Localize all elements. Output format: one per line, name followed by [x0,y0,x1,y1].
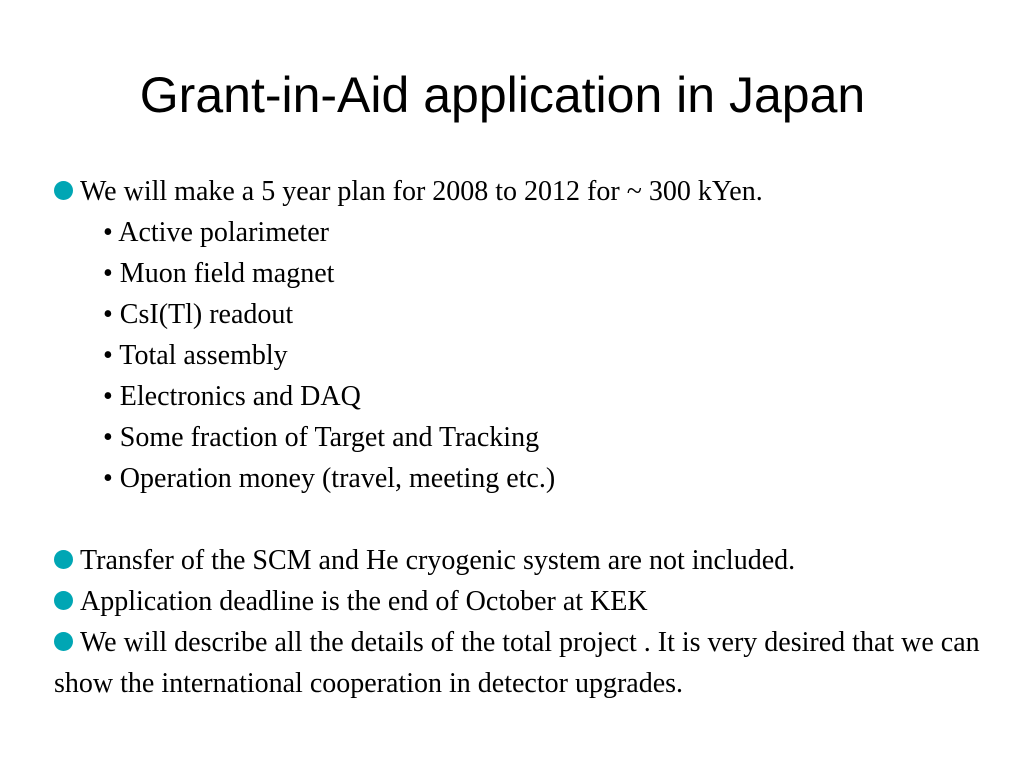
sub-item: • Electronics and DAQ [103,381,361,412]
sub-item: • CsI(Tl) readout [103,299,294,330]
sub-item: • Some fraction of Target and Tracking [103,422,540,453]
slide-body [54,171,984,704]
bullet-point-text: We will describe all the details of the total project . It is very desired that we can show the international cooperation in detector upgrades. [54,627,980,699]
bullet-point [54,581,984,622]
bullet-point [54,540,984,581]
bullet-intro [54,171,984,212]
bullet-point [54,622,984,704]
sub-item: • Total assembly [103,340,288,371]
bullet-dot-icon [54,632,73,651]
bullet-point-text: Application deadline is the end of October at KEK [80,586,648,617]
bullet-dot-icon [54,591,73,610]
sub-item: • Muon field magnet [103,258,335,289]
bullet-intro-text: We will make a 5 year plan for 2008 to 2012 for ~ 300 kYen. [80,176,763,207]
sub-item: • Operation money (travel, meeting etc.) [103,463,556,494]
slide-title: Grant-in-Aid application in Japan [139,67,866,123]
bullet-dot-icon [54,181,73,200]
sub-item: • Active polarimeter [103,217,329,248]
spacer [54,499,984,540]
bullet-dot-icon [54,550,73,569]
bullet-point-text: Transfer of the SCM and He cryogenic system are not included. [80,545,796,576]
